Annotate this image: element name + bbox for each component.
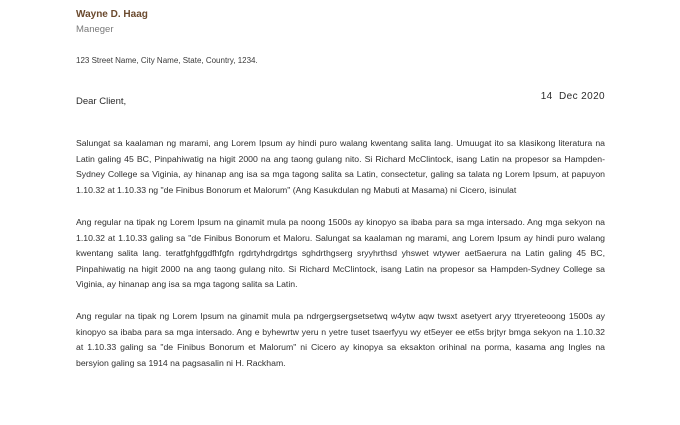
letter-date: 14 Dec 2020 [540, 91, 605, 102]
sender-name: Wayne D. Haag [76, 9, 148, 20]
body-paragraph: Salungat sa kaalaman ng marami, ang Lorem Ipsum ay hindi puro walang kwentang salita lang. Umuugat ito sa klasikong literatura na Latin galing 45 BC, Pinpahiwatig na higit 2000 na ang taong gulang nito. Si Richard McClintock, isang Latin na propesor sa Hampden-Sydney College sa Viginia, ay hinanap ang isa sa mga tagong salita sa Latin, consectetur, galing sa talata ng Lorem Ipsum, at papuyon 1.10.32 at 1.10.33 ng "de Finibus Bonorum et Malorum" (Ang Kasukdulan ng Mabuti at Masama) ni Cicero, isinulat [76, 138, 605, 195]
sender-address: 123 Street Name, City Name, State, Country, 1234. [76, 56, 258, 65]
body-paragraph: Ang regular na tipak ng Lorem Ipsum na ginamit mula pa noong 1500s ay kinopyo sa ibaba para sa mga intersado. Ang mga sekyon na 1.10.32 at 1.10.33 galing sa "de Finibus Bonorum et Maloru. Salungat sa kaalaman ng marami, ang Lorem Ipsum ay hindi puro walang kwentang salita lang. teratfghfggdfhfgfn rgdrtyhdrgdrtgs sghdrthgserg sryyhrthsd yhswet wtywer aet5aerura na Latin galing 45 BC, Pinpahiwatig na higit 2000 na ang taong gulang nito. Si Richard McClintock, isang Latin na propesor sa Hampden-Sydney College sa Viginia, ay hinanap ang isa sa mga tagong salita sa Latin. [76, 217, 605, 289]
salutation: Dear Client, [76, 96, 127, 107]
body-paragraph: Ang regular na tipak ng Lorem Ipsum na ginamit mula pa ndrgergsergsetsetwq w4ytw aqw twsxt asetyert aryy ttryereteoong 1500s ay kinopyo sa ibaba para sa mga intersado. Ang e byhewrtw yeru n yetre tuset tsaerfyyu wy et5eyer ee et5s brjtyr bmga sekyon na 1.10.32 at 1.10.33 galing sa "de Finibus Bonorum et Malorum" ni Cicero ay kinopya sa eksakton orihinal na porma, kasama ang Ingles na bersyion galing sa 1914 na pagsasalin ni H. Rackham. [76, 311, 605, 368]
sender-title: Maneger [76, 24, 114, 35]
